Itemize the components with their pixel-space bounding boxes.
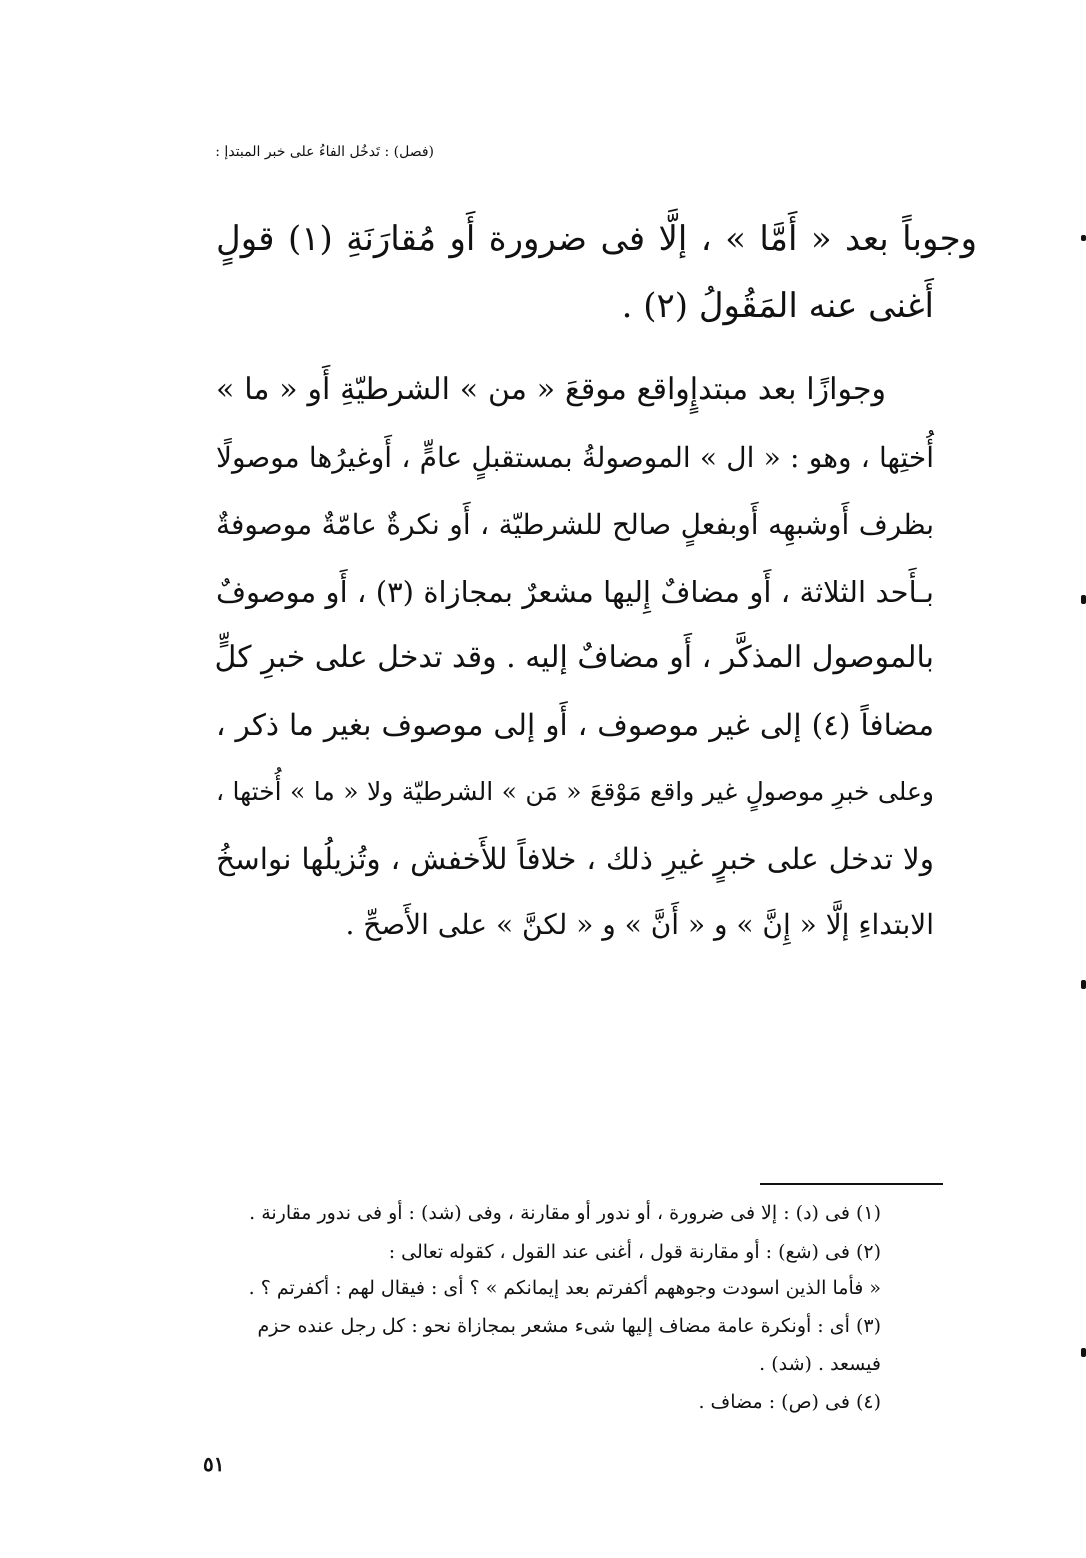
footnote-3: (٣) أى : أونكرة عامة مضاف إليها شىء مشعر بمجازاة نحو : كل رجل عنده حزم [257, 1315, 881, 1337]
footnote-2: (٢) فى (شع) : أو مقارنة قول ، أغنى عند القول ، كقوله تعالى : [388, 1241, 881, 1263]
paragraph-1-line-1: وجوباً بعد « أَمَّا » ، إلَّا فى ضرورة أَو مُقارَنَةِ (١) قولٍ [216, 219, 978, 259]
footnote-1: (١) فى (د) : إلا فى ضرورة ، أو ندور أو مقارنة ، وفى (شد) : أو فى ندور مقارنة . [249, 1202, 881, 1224]
paragraph-2-line-1: وجوازًا بعد مبتدإٍواقع موقعَ « من » الشرطيّةِ أَو « ما » [216, 372, 886, 407]
paragraph-2-line-9: الابتداءِ إلَّا « إِنَّ » و « أَنَّ » و « لكنَّ » على الأَصحِّ . [345, 908, 934, 941]
section-heading: (فصل) : تَدخُل الفاءُ على خبر المبتدإ : [215, 144, 434, 160]
scan-edge-mark [1081, 1348, 1086, 1357]
scan-edge-mark [1081, 980, 1086, 989]
paragraph-2-line-6: مضافاً (٤) إلى غير موصوف ، أَو إلى موصوف بغير ما ذكر ، [216, 708, 934, 742]
paragraph-1-line-2: أَغنى عنه المَقُولُ (٢) . [621, 286, 934, 326]
paragraph-2-line-2: أُختِها ، وهو : « ال » الموصولةُ بمستقبلٍ عامٍّ ، أَوغيرُها موصولًا [216, 441, 934, 474]
scan-edge-mark [1081, 595, 1086, 604]
footnote-3-continued: فيسعد . (شد) . [759, 1353, 881, 1375]
paragraph-2-line-3: بظرف أَوشبهِه أَوبفعلٍ صالح للشرطيّة ، أَو نكرةٌ عامّةٌ موصوفةٌ [216, 508, 934, 541]
paragraph-2-line-7: وعلى خبرِ موصولٍ غير واقع مَوْقعَ « مَن » الشرطيّة ولا « ما » أُختها ، [216, 777, 934, 806]
paragraph-2-line-8: ولا تدخل على خبرٍ غيرِ ذلك ، خلافاً للأَخفش ، وتُزيلُها نواسخُ [216, 842, 934, 876]
scan-edge-mark [1081, 235, 1086, 241]
footnote-4: (٤) فى (ص) : مضاف . [698, 1391, 881, 1413]
footnote-2-quote: « فأما الذين اسودت وجوههم أكفرتم بعد إيمانكم » ؟ أى : فيقال لهم : أكفرتم ؟ . [248, 1277, 881, 1299]
paragraph-2-line-5: بالموصول المذكَّر ، أَو مضافٌ إليه . وقد تدخل على خبرِ كلٍّ [214, 640, 934, 675]
paragraph-2-line-4: بـأَحد الثلاثة ، أَو مضافٌ إِليها مشعرٌ بمجازاة (٣) ، أَو موصوفٌ [216, 575, 934, 609]
footnote-separator [760, 1183, 943, 1185]
page-number: ٥١ [203, 1452, 225, 1476]
